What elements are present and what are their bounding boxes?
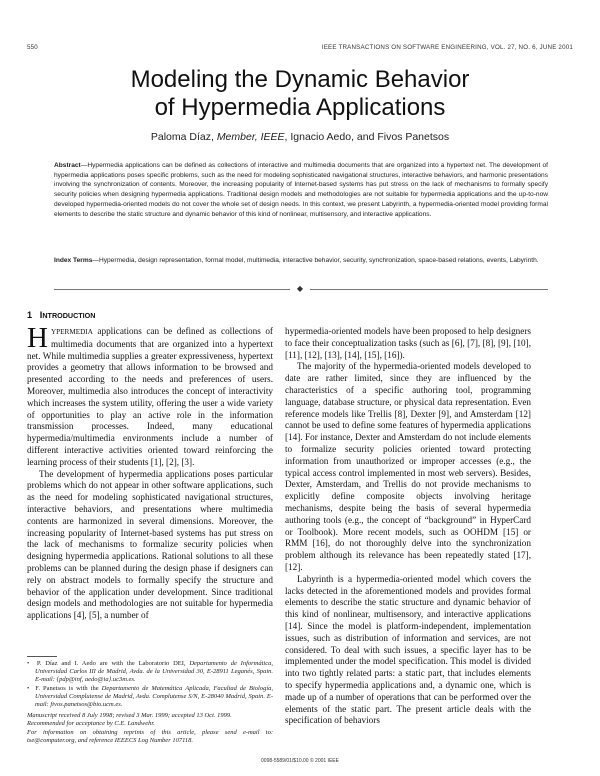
section-title-cap: I — [39, 310, 43, 320]
footnote-reprints — [27, 729, 273, 745]
author-part-1: Paloma Díaz, — [150, 131, 217, 143]
section-heading — [27, 310, 95, 320]
footnote-recommended-text: Recommended for acceptance by C.E. Landwehr. — [27, 720, 155, 728]
footnote-manuscript — [27, 712, 273, 720]
footnotes — [27, 660, 273, 745]
abstract-label: Abstract — [54, 162, 81, 169]
footnote-affiliation-2: • F. Panetsos is with the Departamento de Matemática Aplicada, Facultad de Biología, Universidad Complutense de Madrid, Avda. Complutense S/N, E-28040 Madrid, Spain. E-mail: fivos.panetsos@bio.ucm.es. — [27, 684, 273, 709]
author-membership: Member, IEEE — [216, 131, 285, 143]
footnote-1-plain: P. Díaz and I. Aedo are with the Laboratorio DEI, — [36, 660, 190, 667]
left-paragraph-2: The development of hypermedia applications poses particular problems which do not appear in other software applications, such as the need for modeling sophisticated navigational structures, interactive behaviors, and presentations where multimedia contents are harmonized in several dimensions. Moreover, the increasing popularity of Internet-based systems has put stress on the lack of mechanisms to formalize security policies when designing hypermedia applications. Rational solutions to all these problems can be planned during the design phase if designers can rely on abstract models to formally specify the structure and behavior of the application under development. Since traditional design models and methodologies are not suitable for hypermedia applications [4], [5], a number of — [27, 468, 273, 621]
divider-diamond: ◆ — [296, 284, 304, 293]
left-paragraph-1 — [27, 322, 273, 469]
footnote-1-italic: Departamento de Informática, Universidad Carlos III de Madrid, Avda. de la Universidad 30, E-28911 Leganés, Spain. E-mail: {pdp@inf, aedo@ia}.uc3m.es. — [35, 660, 273, 684]
footnote-affiliation-1: • P. Díaz and I. Aedo are with the Laboratorio DEI, Departamento de Informática, Universidad Carlos III de Madrid, Avda. de la Universidad 30, E-28911 Leganés, Spain. E-mail: {pdp@inf, aedo@ia}.uc3m.es. — [27, 660, 273, 684]
index-terms-text: —Hypermedia, design representation, formal model, multimedia, interactive behavior, security, synchronization, space-based relations, events, Labyrinth. — [92, 257, 539, 264]
footnote-rule — [27, 656, 57, 657]
index-terms-label: Index Terms — [54, 257, 93, 264]
paper-title — [0, 66, 600, 122]
right-paragraph-1: hypermedia-oriented models have been proposed to help designers to face their conceptualization tasks (such as [6], [7], [8], [9], [10], [11], [12], [13], [14], [15], [16]). — [285, 326, 531, 360]
smallcaps-lead: YPERMEDIA — [50, 328, 93, 336]
author-list — [0, 131, 600, 143]
footnote-reprints-text: For information on obtaining reprints of this article, please send e-mail to: tse@computer.org, and reference IEEECS Log Number 107118. — [27, 728, 273, 744]
left-column — [27, 322, 273, 622]
copyright-line: 0098-5589/01/$10.00 © 2001 IEEE — [261, 758, 339, 764]
left-paragraph-1-text: applications can be defined as collections of multimedia documents that are organized into a hypertext net. While multimedia supplies a greater expressiveness, hypertext provides a geometry that allows information to be browsed and presented according to the needs and preferences of users. Moreover, multimedia also introduces the concept of interactivity which increases the system utility, offering the user a wide variety of opportunities to play an active role in the information transmission processes. Indeed, many educational hypermedia/multimedia environments include a number of different interactive activities oriented toward reinforcing the learning process of their students [1], [2], [3]. — [27, 326, 273, 467]
right-paragraph-3: Labyrinth is a hypermedia-oriented model which covers the lacks detected in the aforementioned models and provides formal elements to describe the static structure and dynamic behavior of this kind of nonlinear, multisensory, and interactive applications [14]. Since the model is platform-independent, implementation issues, such as distribution of information and services, are not considered. To deal with such issues, a specific layer has to be implemented under the model specification. This model is divided into two tightly related parts: a static part, that includes elements to specify hypermedia applications and, a dynamic one, which is made up of a number of operations that can be performed over the elements of the static part. The present article deals with the specification of behaviors — [285, 573, 531, 726]
page-number: 550 — [27, 44, 38, 51]
running-title: IEEE TRANSACTIONS ON SOFTWARE ENGINEERING, VOL. 27, NO. 6, JUNE 2001 — [321, 44, 573, 51]
abstract — [54, 161, 548, 219]
right-column — [285, 326, 531, 727]
abstract-text: —Hypermedia applications can be defined as collections of interactive and multimedia documents that are organized into a hypertext net. The development of hypermedia applications poses specific problems, such as the need for modeling sophisticated navigational structures, interactive behaviors, and harmonic presentations involving the synchronization of contents. Moreover, the increasing popularity of Internet-based systems has put stress on the lack of mechanisms to formally specify security policies when designing hypermedia applications. Traditional design models and methodologies are not suitable for hypermedia applications and the up-to-now developed hypermedia-oriented models do not cover the whole set of design needs. In this context, we present Labyrinth, a hypermedia-oriented model providing formal elements to describe the static structure and dynamic behavior of this kind of nonlinear, multisensory, and interactive applications. — [54, 162, 548, 218]
section-number: 1 — [27, 310, 33, 320]
divider-line-right — [310, 289, 548, 290]
footnote-manuscript-text: Manuscript received 8 July 1998; revised 3 Mar. 1999; accepted 13 Oct. 1999. — [27, 712, 232, 720]
footnote-2-plain: F. Panetsos is with the — [35, 684, 102, 692]
title-line-2: of Hypermedia Applications — [154, 94, 446, 121]
right-paragraph-2: The majority of the hypermedia-oriented models developed to date are rather limited, since they are influenced by the characteristics of a specific authoring tool, programming language, database structure, or physical data representation. Even reference models like Trellis [8], Dexter [9], and Amsterdam [12] cannot be used to define some features of hypermedia applications [14]. For instance, Dexter and Amsterdam do not include elements to formalize security policies oriented toward protecting information from unauthorized or improper accesses (e.g., the typical access control implemented in most web servers). Besides, Dexter, Amsterdam, and Trellis do not provide mechanisms to explicitly define composite objects involving heritage mechanisms, despite being the basis of several hypermedia authoring tools (e.g., the concept of “background” in HyperCard or Toolbook). More recent models, such as OOHDM [15] or RMM [16], do not thoroughly delve into the synchronization problem although its relevance has been repeatedly stated [17], [12]. — [285, 361, 531, 572]
divider-line-left — [54, 289, 290, 290]
author-part-2: , Ignacio Aedo, and Fivos Panetsos — [284, 131, 450, 143]
drop-cap: H — [27, 322, 48, 354]
title-line-1: Modeling the Dynamic Behavior — [130, 66, 470, 93]
footnote-2-italic: Departamento de Matemática Aplicada, Facultad de Biología, Universidad Complutense de Madrid, Avda. Complutense S/N, E-28040 Madrid, Spain. E-mail: fivos.panetsos@bio.ucm.es. — [35, 684, 273, 709]
footnote-recommended — [27, 720, 273, 728]
index-terms — [54, 256, 548, 266]
section-title-rest: NTRODUCTION — [42, 311, 96, 320]
